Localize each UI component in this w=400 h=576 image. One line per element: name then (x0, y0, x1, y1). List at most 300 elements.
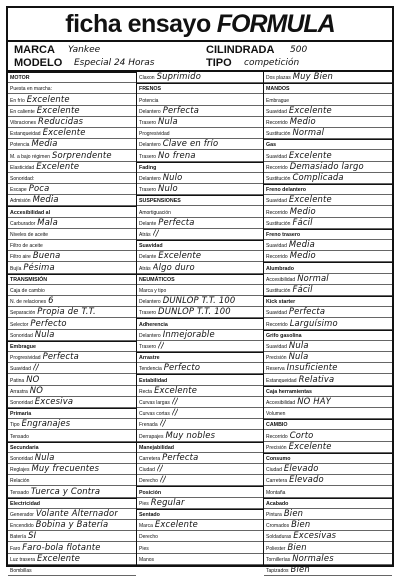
field-value: // (159, 419, 166, 429)
form-row (264, 229, 392, 240)
field-value: Perfecta (162, 452, 199, 462)
field-label: Sonoridad (10, 455, 33, 462)
form-row (137, 498, 263, 509)
field-label: Sonoridad: (10, 175, 35, 182)
form-row (264, 442, 392, 453)
form-row (264, 520, 392, 531)
field-label: Carburador (10, 220, 36, 227)
field-label: Estanqueidad (10, 131, 41, 138)
field-value: Nula (158, 116, 178, 126)
field-label: Tapizados (266, 567, 289, 574)
field-label: Dos plazas (266, 75, 291, 82)
field-label: CAMBIO (266, 422, 288, 429)
form-row (137, 72, 263, 83)
field-label: Alumbrado (266, 265, 294, 272)
field-label: Derecho (139, 534, 158, 541)
field-value: Larguísimo (289, 318, 338, 328)
field-label: Sentado (139, 511, 160, 518)
field-label: Vibraciones (10, 119, 37, 126)
field-label: Carretera (266, 478, 288, 485)
column-1 (8, 72, 137, 574)
field-label: Trasero (139, 187, 157, 194)
form-row (264, 184, 392, 195)
field-value: Perfecto (163, 363, 201, 373)
cilindrada-value: 500 (290, 45, 308, 55)
field-value: Propia de T.T. (37, 307, 96, 317)
field-label: Tornillerías (266, 556, 291, 563)
form-row (8, 565, 136, 576)
field-value: SI (28, 531, 37, 541)
form-row (8, 240, 136, 251)
columns-area (8, 72, 392, 574)
field-value: Excelente (37, 553, 81, 563)
form-row (264, 274, 392, 285)
field-label: Sustitución (266, 287, 291, 294)
field-label: Bujía (10, 265, 22, 272)
modelo-label: MODELO (14, 57, 63, 69)
field-label: Delantero (139, 175, 161, 182)
form-row (137, 173, 263, 184)
form-row (264, 486, 392, 497)
field-label: Adherencia (139, 321, 168, 328)
form-row (137, 139, 263, 150)
field-label: Suavidad (266, 243, 287, 250)
field-value: // (171, 396, 178, 406)
form-row (8, 285, 136, 296)
field-label: Delantero (139, 142, 161, 149)
form-row (137, 251, 263, 262)
field-label: Estanqueidad (266, 377, 297, 384)
form-row (264, 330, 392, 341)
field-label: Progresividad (10, 355, 41, 362)
form-row (264, 94, 392, 105)
field-value: Media (32, 195, 59, 205)
form-row (137, 83, 263, 94)
field-value: No frena (158, 150, 196, 160)
field-value: Excesivas (293, 531, 337, 541)
form-row (8, 419, 136, 430)
form-row (264, 374, 392, 385)
field-value: Medio (289, 206, 316, 216)
field-label: En caliente (10, 108, 35, 115)
field-label: Reserva (266, 366, 285, 373)
field-value: Suprimido (156, 72, 202, 82)
field-value: Perfecta (158, 217, 195, 227)
field-label: Admisión (10, 198, 31, 205)
field-label: Posición (139, 489, 162, 496)
form-row (8, 475, 136, 486)
field-value: Excelente (36, 105, 80, 115)
field-value: // (32, 363, 39, 373)
form-row (137, 106, 263, 117)
form-row (264, 251, 392, 262)
form-row (137, 117, 263, 128)
field-label: Poliester (266, 545, 286, 552)
field-value: Nulo (158, 184, 178, 194)
form-row (264, 117, 392, 128)
form-row (137, 419, 263, 430)
form-row (8, 386, 136, 397)
field-value: Excelente (288, 150, 332, 160)
field-label: Manos (139, 556, 155, 563)
form-row (137, 307, 263, 318)
form-row (8, 274, 136, 285)
form-row (264, 341, 392, 352)
field-label: Trasero (139, 310, 157, 317)
field-label: Separación (10, 310, 36, 317)
form-row (137, 150, 263, 161)
field-label: Trasero (139, 153, 157, 160)
form-row (137, 162, 263, 173)
form-row (8, 128, 136, 139)
field-label: Ciudad (139, 467, 155, 474)
field-label: Cromados (266, 523, 290, 530)
field-value: Engranajes (21, 419, 71, 429)
form-row (137, 274, 263, 285)
field-label: Amortiguación (139, 209, 171, 216)
form-row (264, 554, 392, 565)
field-label: Derrapajes (139, 433, 164, 440)
field-value: 6 (48, 296, 54, 306)
column-3 (264, 72, 392, 574)
form-row (264, 106, 392, 117)
form-row (264, 352, 392, 363)
field-label: Suavidad (266, 310, 287, 317)
field-value: Nula (34, 329, 55, 339)
field-label: Freno trasero (266, 231, 301, 238)
tipo-label: TIPO (206, 57, 232, 69)
field-value: Medio (289, 116, 316, 126)
form-row (8, 374, 136, 385)
form-row (8, 520, 136, 531)
form-row (137, 240, 263, 251)
field-value: Normal (297, 273, 329, 283)
form-row (8, 184, 136, 195)
field-label: Encendido (10, 523, 34, 530)
field-value: Muy Bien (292, 72, 334, 82)
field-label: Recorrido (266, 209, 288, 216)
field-label: Suavidad (139, 243, 163, 250)
form-row (8, 464, 136, 475)
field-value: Algo duro (152, 262, 195, 272)
field-value: Tuerca y Contra (30, 486, 101, 496)
field-value: Regular (150, 497, 185, 507)
field-value: NO (29, 385, 44, 395)
form-row (264, 386, 392, 397)
form-row (137, 554, 263, 565)
field-label: Consumo (266, 455, 291, 462)
form-row (8, 94, 136, 105)
field-value: Muy frecuentes (31, 464, 100, 474)
field-label: Accesibilidad (266, 399, 296, 406)
form-row (264, 285, 392, 296)
field-label: Atrás (139, 231, 151, 238)
field-label: Precisión (266, 355, 287, 362)
field-value: Elevado (283, 464, 319, 474)
field-label: Potencia (10, 142, 30, 149)
field-value: Nula (288, 352, 309, 362)
field-value: Poca (28, 184, 50, 194)
form-row (8, 150, 136, 161)
form-row (8, 442, 136, 453)
form-row (8, 173, 136, 184)
field-value: // (171, 408, 178, 418)
form-row (8, 251, 136, 262)
form-row (8, 195, 136, 206)
field-label: Freno delantero (266, 187, 307, 194)
field-label: Sustitución (266, 175, 291, 182)
form-row (264, 128, 392, 139)
field-label: Estabilidad (139, 377, 168, 384)
form-row (137, 520, 263, 531)
form-row (137, 397, 263, 408)
field-label: Suavidad (266, 343, 287, 350)
form-row (137, 262, 263, 273)
form-row (137, 128, 263, 139)
form-row (264, 542, 392, 553)
field-value: Nulo (162, 172, 183, 182)
field-label: MANDOS (266, 86, 290, 93)
field-label: Ciudad (266, 467, 282, 474)
form-row (8, 352, 136, 363)
field-label: Suavidad (266, 108, 287, 115)
form-row (264, 318, 392, 329)
field-label: Delante (139, 254, 157, 261)
field-value: Perfecta (288, 307, 326, 317)
field-label: Embrague (10, 343, 36, 350)
field-label: Arrastre (139, 355, 160, 362)
field-value: Excelente (42, 128, 86, 138)
field-label: Soldaduras (266, 534, 292, 541)
title-part1: ficha ensayo (65, 9, 211, 38)
form-row (137, 442, 263, 453)
field-label: Suavidad (10, 366, 31, 373)
field-value: Clave en frío (162, 139, 219, 149)
field-value: Muy nobles (165, 430, 216, 440)
field-label: Curvas largas (139, 399, 170, 406)
field-value: // (156, 464, 163, 474)
form-row (264, 218, 392, 229)
form-row (8, 307, 136, 318)
field-label: Grifo gasolina (266, 332, 302, 339)
field-value: Medio (289, 251, 316, 261)
field-label: Tendencia (139, 366, 162, 373)
header-block (8, 42, 392, 72)
field-value: NO HAY (297, 396, 332, 406)
form-row (8, 72, 136, 83)
field-label: Fading (139, 164, 157, 171)
form-row (137, 374, 263, 385)
field-label: Accesibilidad (266, 276, 296, 283)
form-row (8, 117, 136, 128)
field-label: Faro (10, 545, 21, 552)
form-row (264, 240, 392, 251)
field-value: Normales (292, 553, 334, 563)
field-value: Demasiado largo (289, 161, 364, 171)
field-value: // (159, 475, 166, 485)
field-value: Excelente (288, 105, 332, 115)
form-row (8, 531, 136, 542)
field-value: Perfecta (42, 352, 79, 362)
field-label: Claxon (139, 75, 155, 82)
form-row (8, 318, 136, 329)
form-row (264, 72, 392, 83)
field-value: Bien (290, 564, 310, 574)
form-row (8, 430, 136, 441)
marca-label: MARCA (14, 44, 55, 56)
field-label: Pintura (266, 511, 282, 518)
field-label: Gas (266, 142, 277, 149)
form-row (264, 408, 392, 419)
field-label: Relación (10, 478, 30, 485)
field-value: Excelente (288, 441, 332, 451)
field-label: Precisión (266, 444, 287, 451)
form-row (137, 352, 263, 363)
field-label: Generador (10, 511, 34, 518)
form-row (137, 430, 263, 441)
field-value: Nula (288, 340, 309, 350)
field-label: Caja herramientas (266, 388, 312, 395)
form-row (264, 419, 392, 430)
form-row (264, 509, 392, 520)
field-value: Excelente (36, 161, 80, 171)
field-label: Selector (10, 321, 29, 328)
form-row (8, 218, 136, 229)
field-label: Tensado (10, 433, 29, 440)
field-label: N. de relaciones (10, 299, 47, 306)
form-row (137, 464, 263, 475)
form-row (8, 229, 136, 240)
field-value: Buena (32, 251, 61, 261)
field-label: Marca y tipo (139, 287, 167, 294)
field-label: Luz trasera (10, 556, 36, 563)
form-row (137, 296, 263, 307)
form-row (8, 542, 136, 553)
field-label: Recorrido (266, 254, 288, 261)
sheet-title (8, 8, 392, 42)
form-row (137, 195, 263, 206)
form-row (264, 173, 392, 184)
form-row (264, 139, 392, 150)
form-row (264, 498, 392, 509)
field-label: Bombillas (10, 567, 32, 574)
cilindrada-label: CILINDRADA (206, 44, 275, 56)
form-row (137, 206, 263, 217)
field-label: Arrastra (10, 388, 28, 395)
form-row (264, 83, 392, 94)
form-row (264, 262, 392, 273)
form-row (264, 363, 392, 374)
field-label: TRANSMISIÓN (10, 276, 48, 283)
form-row (137, 363, 263, 374)
form-row (137, 94, 263, 105)
field-label: Kick starter (266, 299, 296, 306)
field-label: Marca (139, 523, 153, 530)
field-label: Potencia (139, 97, 159, 104)
form-row (137, 486, 263, 497)
field-label: En frío (10, 97, 25, 104)
field-label: Recta (139, 388, 153, 395)
field-value: // (158, 340, 165, 350)
form-row (137, 218, 263, 229)
form-row (8, 509, 136, 520)
field-value: Reducidas (38, 116, 84, 126)
field-value: Perfecto (30, 318, 67, 328)
field-label: Derecho (139, 478, 158, 485)
form-row (264, 531, 392, 542)
field-label: Reglajes (10, 467, 30, 474)
field-label: Niveles de aceite (10, 231, 49, 238)
field-value: Volante Alternador (35, 508, 118, 518)
field-label: Trasero (139, 119, 157, 126)
tipo-value: competición (244, 58, 300, 68)
form-row (137, 341, 263, 352)
field-value: Bien (287, 542, 307, 552)
field-label: Atrás (139, 265, 151, 272)
form-row (8, 206, 136, 217)
field-value: Inmejorable (162, 329, 215, 339)
form-row (264, 475, 392, 486)
field-value: Excelente (154, 520, 198, 530)
form-row (8, 363, 136, 374)
form-row (137, 509, 263, 520)
test-sheet (6, 6, 394, 574)
field-label: Recorrido (266, 321, 288, 328)
field-value: Perfecta (162, 105, 200, 115)
field-label: SUSPENSIONES (139, 198, 181, 205)
form-row (264, 150, 392, 161)
form-row (8, 397, 136, 408)
field-value: Normal (292, 128, 325, 138)
field-value: Faro-bola flotante (22, 542, 101, 552)
form-row (8, 139, 136, 150)
field-label: Recorrido (266, 433, 288, 440)
form-row (137, 330, 263, 341)
field-value: Excesiva (34, 396, 74, 406)
field-label: Delante (139, 220, 157, 227)
field-value: Bien (291, 520, 311, 530)
form-row (264, 307, 392, 318)
field-value: DUNLOP T.T. 100 (158, 307, 231, 317)
field-label: Montaña (266, 489, 286, 496)
form-row (8, 162, 136, 173)
form-row (137, 318, 263, 329)
form-row (8, 262, 136, 273)
form-row (8, 486, 136, 497)
field-value: Excelente (158, 251, 202, 261)
field-label: Escape (10, 187, 27, 194)
field-label: Caja de cambio (10, 287, 45, 294)
field-label: Filtro aire (10, 254, 31, 261)
field-value: Complicada (292, 172, 344, 182)
title-brand: FORMULA (216, 9, 335, 38)
field-label: Pies (139, 545, 149, 552)
form-row (137, 453, 263, 464)
field-value: Fácil (292, 284, 313, 294)
field-label: Trasero (139, 343, 157, 350)
field-value: // (152, 228, 159, 238)
form-row (8, 296, 136, 307)
field-label: Delantero (139, 108, 161, 115)
form-row (264, 453, 392, 464)
field-label: Sonoridad (10, 399, 33, 406)
field-label: MOTOR (10, 75, 30, 82)
field-label: Suavidad (266, 153, 287, 160)
field-label: Electricidad (10, 500, 41, 507)
field-label: Curvas cortas (139, 411, 170, 418)
field-value: Excelente (288, 195, 332, 205)
field-value: NO (26, 374, 40, 384)
